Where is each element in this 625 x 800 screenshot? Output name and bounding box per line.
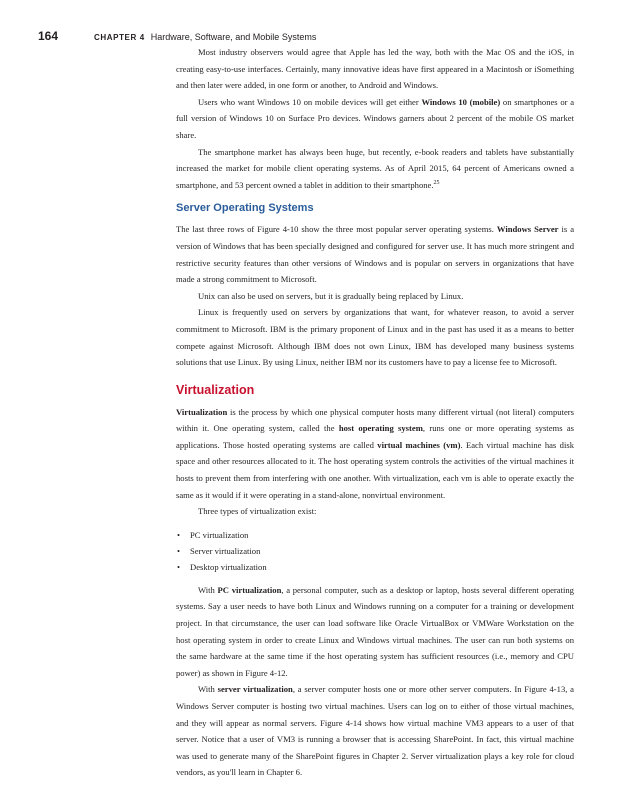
text-run: , runs one or more operating systems as applications. Those hosted operating systems are called [176,423,575,450]
virtualization-types-list [176,527,574,575]
key-term: host operating system [338,423,423,434]
server-os-heading: Server Operating Systems [176,202,314,215]
virtualization-paragraph-2: Three types of virtualization exist: [198,506,317,517]
virtualization-paragraph-4 [176,681,574,781]
text-run: is a version of Windows that has been specially designed and configured for server use. It has much more stringent and restrictive security features than other versions of Windows and is popular on servers in organizations that have made a strong commitment to Microsoft. [176,224,575,285]
spacer [176,575,574,582]
intro-paragraph-3 [176,144,574,194]
key-term: PC virtualization [217,584,282,595]
text-run: , a personal computer, such as a desktop or laptop, hosts several different operating systems. Say a user needs to have both Linux and Windows running on a computer for a training or development project. In that circumstance, the user can load software like Oracle VirtualBox or VMWare Workstation on the host operating system in order to create Linux and Windows virtual machines. The user can run both systems on the same hardware at the same time if the host operating system has sufficient resources (i.e., memory and CPU power) as shown in Figure 4-12. [176,584,574,678]
text-run: is the process by which one physical computer hosts many different virtual (not literal) computers within it. One operating system, called the [176,406,574,434]
text-run: With [198,684,218,695]
chapter-title: Hardware, Software, and Mobile Systems [150,32,317,42]
list-item-label: Desktop virtualization [190,561,267,572]
text-run: , a server computer hosts one or more other server computers. In Figure 4-13, a Windows Server computer is hosting two virtual machines. Users can log on to either of those virtual machines, and they will appear as normal servers. Figure 4-14 shows how virtual machine VM3 appears to a user of that server. Notice that a user of VM3 is running a browser that is accessing SharePoint. In fact, this virtual machine was used to generate many of the SharePoint figures in Chapter 2. Server virtualization plays a key role for cloud vendors, as you'll learn in Chapter 6. [176,684,574,778]
text-run: . Each virtual machine has disk space and other resources allocated to it. The host operating system controls the activities of the virtual machines it hosts to prevent them from interfering with one another. With virtualization, each vm is able to operate exactly the same as it would if it were operating in a stand-alone, nonvirtual environment. [176,439,574,500]
virtualization-paragraph-3 [176,582,574,682]
virtualization-paragraph-1 [176,404,574,504]
virtualization-heading: Virtualization [176,382,255,397]
text-run: With [198,584,218,595]
chapter-label: CHAPTER 4 [94,33,145,42]
page-header [38,29,316,43]
text-run: Users who want Windows 10 on mobile devices will get either [198,96,422,107]
bullet-icon: • [177,529,181,540]
key-term: virtual machines (vm) [377,439,461,450]
key-term: Virtualization [176,406,228,417]
text-run: The smartphone market has always been huge, but recently, e-book readers and tablets have substantially increased the market for mobile client operating systems. As of April 2015, 64 percent of Americans owned a smartphone, and 53 percent owned a tablet in addition to their smartphone. [176,146,574,190]
key-term: Windows 10 (mobile) [421,96,501,107]
list-item [176,559,574,575]
intro-paragraph-1: Most industry observers would agree that Apple has led the way, both with the Mac OS and the iOS, in creating easy-to-use interfaces. Certainly, many innovative ideas have first appeared in a Macintosh or iSomething and then later were added, in one form or another, to Android and Windows. [176,47,574,91]
server-os-paragraph-1 [176,221,574,287]
bullet-icon: • [177,545,181,556]
footnote-marker: 25 [433,179,440,186]
text-run: The last three rows of Figure 4-10 show the three most popular server operating systems. [176,224,497,235]
list-item [176,543,574,559]
page-body [176,44,574,781]
server-os-paragraph-3: Linux is frequently used on servers by organizations that want, for whatever reason, to avoid a server commitment to Microsoft. IBM is the primary proponent of Linux and in the past has used it as a means to better compete against Microsoft. Although IBM does not own Linux, IBM has developed many business systems solutions that use Linux. By using Linux, neither IBM nor its customers have to pay a license fee to Microsoft. [176,307,574,368]
bullet-icon: • [177,561,181,572]
key-term: server virtualization [217,684,293,695]
list-item-label: PC virtualization [190,529,249,540]
intro-paragraph-2 [176,94,574,144]
text-run: on smartphones or a full version of Windows 10 on Surface Pro devices. Windows garners about 2 percent of the mobile OS market share. [176,96,575,140]
key-term: Windows Server [496,224,559,235]
page-number: 164 [38,29,59,43]
list-item [176,527,574,543]
server-os-paragraph-2: Unix can also be used on servers, but it is gradually being replaced by Linux. [198,290,464,301]
list-item-label: Server virtualization [190,545,261,556]
spacer [176,520,574,527]
